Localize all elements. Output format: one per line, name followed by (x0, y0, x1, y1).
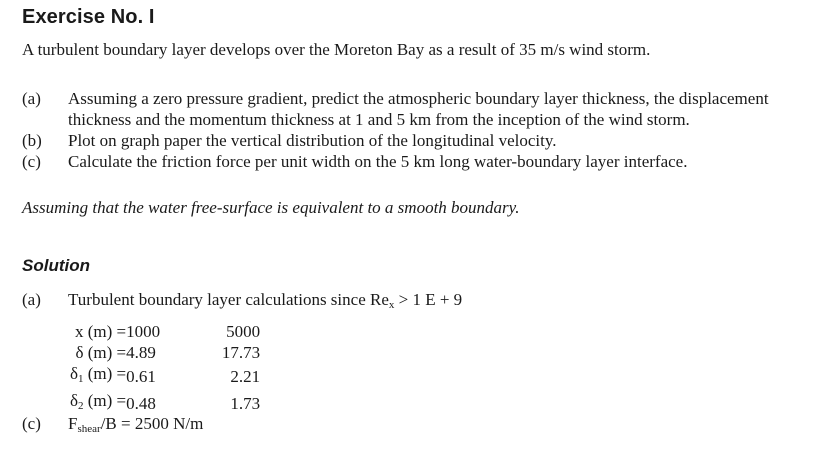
row-name-sub: 2 (78, 400, 84, 412)
force-value: /B = 2500 N/m (100, 414, 204, 433)
solution-a-prefix: Turbulent boundary layer calculations since Re (68, 290, 389, 309)
solution-a-text (68, 290, 462, 311)
value-5000m: 1.73 (230, 394, 261, 413)
row-name-rest: (m) = (83, 364, 127, 383)
solution-a-subscript: x (388, 299, 395, 311)
question-a-label: (a) (22, 89, 41, 108)
table-row (70, 363, 260, 390)
question-b-label: (b) (22, 131, 42, 150)
row-name: δ (m) = (75, 343, 127, 362)
question-b-text: Plot on graph paper the vertical distribution of the longitudinal velocity. (68, 131, 557, 150)
value-1000m: 4.89 (126, 343, 156, 362)
solution-a-label: (a) (22, 290, 41, 309)
solution-c-label: (c) (22, 414, 41, 433)
table-row (70, 321, 260, 342)
row-name-main: δ (70, 391, 79, 410)
intro-paragraph: A turbulent boundary layer develops over the Moreton Bay as a result of 35 m/s wind storm. (22, 40, 651, 59)
solution-heading: Solution (22, 256, 90, 275)
question-a-text: Assuming a zero pressure gradient, predict the atmospheric boundary layer thickness, the displacement thickness and the momentum thickness at 1 and 5 km from the inception of the wind storm. (68, 89, 769, 129)
value-1000m: 1000 (126, 322, 161, 341)
value-5000m: 5000 (226, 322, 261, 341)
force-subscript: shear (77, 423, 101, 435)
row-name-main: δ (70, 364, 79, 383)
row-name-sub: 1 (78, 373, 84, 385)
table-row (70, 390, 260, 417)
table-row (70, 342, 260, 363)
assumption-note: Assuming that the water free-surface is equivalent to a smooth boundary. (22, 198, 520, 217)
force-symbol: F (68, 414, 78, 433)
results-table (70, 321, 260, 417)
row-name-rest: (m) = (83, 391, 127, 410)
solution-c-text (68, 414, 203, 435)
exercise-heading: Exercise No. I (22, 6, 155, 28)
value-5000m: 2.21 (230, 367, 261, 386)
question-c-label: (c) (22, 152, 41, 171)
row-name (70, 363, 126, 390)
question-c-text: Calculate the friction force per unit width on the 5 km long water-boundary layer interface. (68, 152, 688, 171)
solution-a-suffix: > 1 E + 9 (394, 290, 463, 309)
value-1000m: 0.48 (126, 394, 156, 413)
value-5000m: 17.73 (221, 343, 261, 362)
value-1000m: 0.61 (126, 367, 156, 386)
row-name (70, 390, 126, 417)
row-name: x (m) = (75, 322, 127, 341)
